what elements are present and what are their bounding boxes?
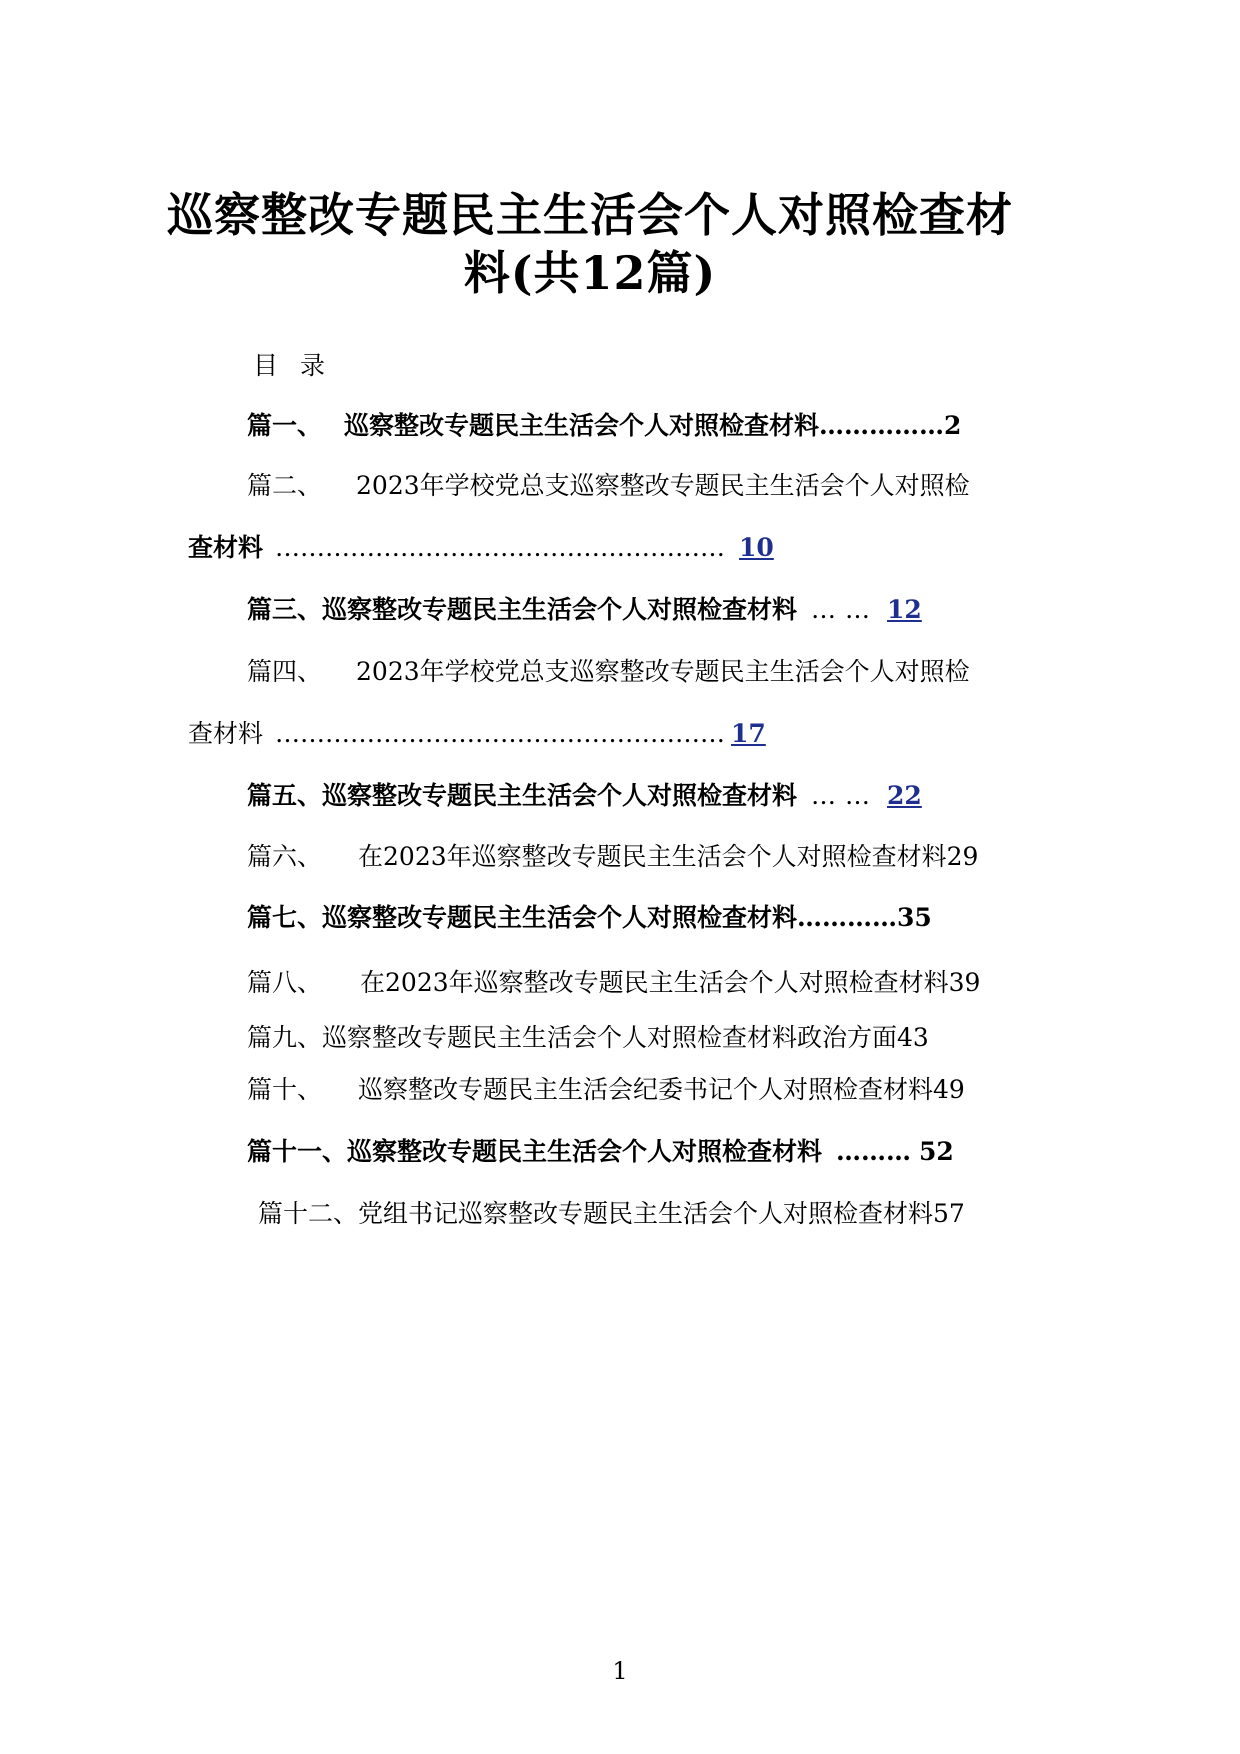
toc-entry-number: 篇十二、 [258, 1199, 359, 1228]
toc-entry-number: 篇二、 [247, 471, 323, 500]
toc-entry-title: 2023年学校党总支巡察整改专题民主生活会个人对照检 [356, 657, 970, 686]
toc-entry-title: 在2023年巡察整改专题民主生活会个人对照检查材料 [358, 842, 947, 871]
toc-entry-title: 党组书记巡察整改专题民主生活会个人对照检查材料 [358, 1199, 934, 1228]
toc-entry-number: 篇四、 [247, 657, 323, 686]
toc-entry-page: 29 [946, 842, 979, 871]
toc-entry-leader: ……… [836, 1137, 912, 1166]
toc-entry-title: 巡察整改专题民主生活会个人对照检查材料 [322, 781, 798, 810]
toc-entry-leader: …… [811, 781, 880, 810]
toc-entry-leader: ………… [797, 903, 898, 932]
toc-entry-11[interactable] [247, 1135, 954, 1169]
toc-entry-page: 35 [897, 903, 932, 932]
toc-entry-number: 篇一、 [247, 411, 323, 440]
toc-entry-8[interactable] [247, 966, 980, 1000]
toc-entry-title: 巡察整改专题民主生活会个人对照检查材料 [344, 411, 820, 440]
toc-entry-page: 52 [919, 1137, 954, 1166]
toc-entry-page-link[interactable]: 17 [731, 719, 766, 748]
toc-entry-number: 篇七、 [247, 903, 323, 932]
toc-entry-number: 篇五、 [247, 781, 323, 810]
toc-entry-page: 2 [944, 411, 962, 440]
toc-entry-number: 篇八、 [247, 968, 323, 997]
toc-heading: 目录 [253, 351, 348, 380]
toc-entry-number: 篇九、 [247, 1023, 323, 1052]
toc-entry-title: 巡察整改专题民主生活会纪委书记个人对照检查材料 [358, 1075, 934, 1104]
toc-entry-page-link[interactable]: 12 [887, 595, 922, 624]
toc-entry-page: 57 [933, 1199, 965, 1228]
page-number: 1 [612, 1657, 628, 1685]
toc-entry-4[interactable] [247, 655, 970, 689]
toc-entry-1[interactable] [247, 409, 961, 443]
toc-entry-title-continuation: 查材料 [188, 719, 264, 748]
toc-entry-9[interactable] [247, 1021, 929, 1055]
toc-entry-page-link[interactable]: 10 [739, 533, 774, 562]
toc-entry-number: 篇十一、 [247, 1137, 348, 1166]
toc-entry-page: 49 [933, 1075, 965, 1104]
toc-entry-leader: ……………………………………………… [275, 533, 726, 562]
toc-entry-page-link[interactable]: 22 [887, 781, 922, 810]
toc-entry-number: 篇六、 [247, 842, 323, 871]
toc-entry-5[interactable] [247, 779, 922, 813]
toc-entry-number: 篇十、 [247, 1075, 323, 1104]
toc-entry-2-continuation[interactable] [188, 531, 774, 565]
toc-entry-4-continuation[interactable] [188, 717, 766, 751]
toc-entry-10[interactable] [247, 1073, 965, 1107]
toc-entry-leader: …………… [819, 411, 945, 440]
toc-entry-title: 在2023年巡察整改专题民主生活会个人对照检查材料 [360, 968, 949, 997]
toc-entry-title: 巡察整改专题民主生活会个人对照检查材料 [322, 903, 798, 932]
toc-entry-2[interactable] [247, 469, 970, 503]
toc-entry-number: 篇三、 [247, 595, 323, 624]
toc-entry-leader: …… [811, 595, 880, 624]
toc-entry-7[interactable] [247, 901, 932, 935]
toc-entry-12[interactable] [258, 1197, 965, 1231]
toc-entry-page: 39 [948, 968, 981, 997]
toc-entry-3[interactable] [247, 593, 922, 627]
toc-entry-title: 巡察整改专题民主生活会个人对照检查材料政治方面 [322, 1023, 898, 1052]
toc-entry-title: 巡察整改专题民主生活会个人对照检查材料 [322, 595, 798, 624]
toc-entry-6[interactable] [247, 840, 978, 874]
toc-entry-leader: ……………………………………………… [275, 719, 726, 748]
document-title-line-2: 料(共12篇) [463, 246, 717, 300]
toc-entry-page: 43 [897, 1023, 929, 1052]
toc-entry-title: 2023年学校党总支巡察整改专题民主生活会个人对照检 [356, 471, 970, 500]
toc-entry-title: 巡察整改专题民主生活会个人对照检查材料 [347, 1137, 823, 1166]
document-title-line-1: 巡察整改专题民主生活会个人对照检查材 [167, 188, 1013, 242]
toc-entry-title-continuation: 查材料 [188, 533, 264, 562]
